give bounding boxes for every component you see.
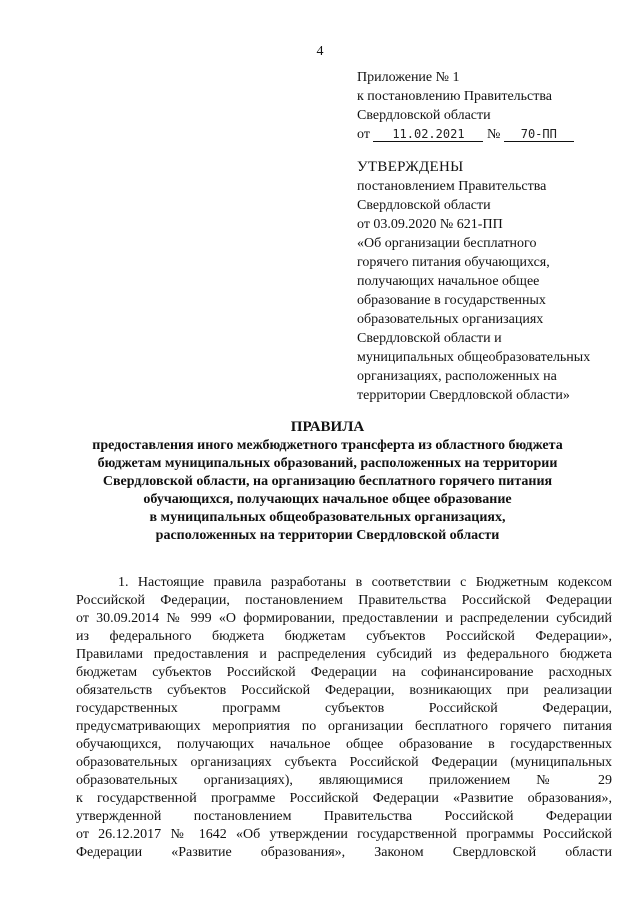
approved-line: территории Свердловской области»	[357, 388, 570, 403]
body-line: государственных программ субъектов Российской Федерации,	[76, 701, 612, 716]
body-line: бюджетам субъектов Российской Федерации на софинансирование расходных	[76, 665, 612, 680]
body-line: из федерального бюджета бюджетам субъектов Российской Федерации»,	[76, 629, 612, 644]
body-line: Российской Федерации, постановлением Правительства Российской Федерации	[76, 593, 612, 608]
appendix-reference: к постановлению Правительства	[357, 89, 553, 104]
approved-line: муниципальных общеобразовательных	[357, 350, 591, 365]
approved-line: получающих начальное общее	[357, 274, 540, 289]
resolution-date: 11.02.2021	[373, 127, 483, 142]
body-line: Федерации «Развитие образования», Законом Свердловской области	[76, 845, 612, 860]
approved-line: организациях, расположенных на	[357, 369, 557, 384]
approved-line: образование в государственных	[357, 293, 546, 308]
appendix-title: Приложение № 1	[357, 70, 460, 85]
body-line: образовательных организациях субъекта Российской Федерации (муниципальных	[76, 755, 612, 770]
title-line: обучающихся, получающих начальное общее образование	[143, 492, 512, 507]
body-line: 1. Настоящие правила разработаны в соответствии с Бюджетным кодексом	[118, 575, 612, 590]
body-line: обязательств субъектов Российской Федерации, возникающих при реализации	[76, 683, 612, 698]
number-prefix: №	[486, 127, 501, 142]
date-prefix: от	[357, 127, 370, 142]
body-line: обучающихся, получающих начальное общее образование в государственных	[76, 737, 612, 752]
approved-line: горячего питания обучающихся,	[357, 255, 550, 270]
body-paragraph	[76, 574, 612, 862]
approved-block	[357, 158, 632, 405]
body-line: от 26.12.2017 № 1642 «Об утверждении государственной программы Российской	[76, 827, 612, 842]
appendix-block	[357, 68, 627, 144]
title-line: Свердловской области, на организацию бесплатного горячего питания	[102, 474, 553, 489]
appendix-region: Свердловской области	[357, 108, 491, 123]
approved-heading: УТВЕРЖДЕНЫ	[357, 159, 464, 175]
resolution-number: 70-ПП	[504, 127, 574, 142]
approved-line: «Об организации бесплатного	[357, 236, 537, 251]
page-number: 4	[316, 44, 324, 59]
title-line: бюджетам муниципальных образований, расположенных на территории	[97, 456, 558, 471]
title-line: предоставления иного межбюджетного трансферта из областного бюджета	[92, 438, 563, 453]
title-main: ПРАВИЛА	[290, 419, 365, 435]
approved-line: образовательных организациях	[357, 312, 544, 327]
approved-line: постановлением Правительства	[357, 179, 547, 194]
appendix-date-line	[357, 125, 627, 144]
approved-line: от 03.09.2020 № 621-ПП	[357, 217, 503, 232]
body-line: от 30.09.2014 № 999 «О формировании, предоставлении и распределении субсидий	[76, 611, 612, 626]
title-line: в муниципальных общеобразовательных организациях,	[149, 510, 506, 525]
body-line: Правилами предоставления и распределения субсидий из федерального бюджета	[76, 647, 612, 662]
document-title	[60, 417, 595, 545]
body-line: предусматривающих мероприятия по организации бесплатного горячего питания	[76, 719, 612, 734]
approved-line: Свердловской области	[357, 198, 491, 213]
approved-line: Свердловской области и	[357, 331, 502, 346]
body-line: утвержденной постановлением Правительства Российской Федерации	[76, 809, 612, 824]
title-line: расположенных на территории Свердловской области	[155, 528, 500, 543]
body-line: к государственной программе Российской Федерации «Развитие образования»,	[76, 791, 612, 806]
body-line: образовательных организациях), являющимися приложением № 29	[76, 773, 612, 788]
